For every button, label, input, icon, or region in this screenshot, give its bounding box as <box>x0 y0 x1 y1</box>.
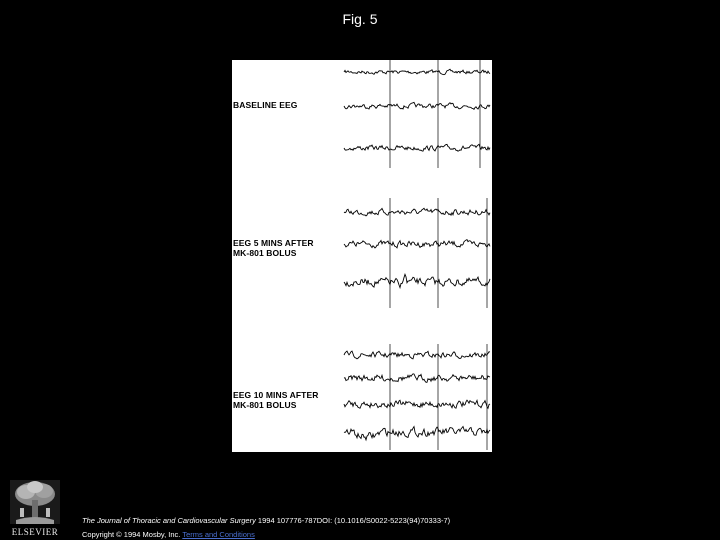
panel-label-line: MK-801 BOLUS <box>233 248 297 258</box>
eeg-trace <box>344 274 490 287</box>
copyright <box>82 530 255 539</box>
eeg-trace <box>344 427 490 440</box>
elsevier-tree-icon <box>6 478 64 526</box>
eeg-trace <box>344 400 490 408</box>
citation-details: 1994 107776-787DOI: (10.1016/S0022-5223(94)70333-7) <box>255 516 451 525</box>
eeg-trace <box>344 351 490 359</box>
panel-label-5min <box>233 238 314 258</box>
eeg-trace <box>344 144 490 151</box>
panel-label-line: EEG 5 MINS AFTER <box>233 238 314 248</box>
terms-link[interactable]: Terms and Conditions <box>182 530 255 539</box>
panel-label-10min <box>233 390 318 410</box>
eeg-trace <box>344 208 490 216</box>
eeg-trace <box>344 240 490 248</box>
elsevier-wordmark: ELSEVIER <box>11 527 59 537</box>
panel-label-line: MK-801 BOLUS <box>233 400 297 410</box>
eeg-figure <box>232 60 492 452</box>
eeg-trace <box>344 69 490 74</box>
elsevier-logo <box>6 478 64 536</box>
panel-label-line: EEG 10 MINS AFTER <box>233 390 319 400</box>
copyright-text: Copyright © 1994 Mosby, Inc. <box>82 530 183 539</box>
eeg-trace <box>344 102 490 109</box>
citation <box>82 516 450 525</box>
eeg-trace <box>344 374 490 383</box>
slide-title: Fig. 5 <box>342 11 378 27</box>
panel-label-baseline <box>233 100 298 110</box>
journal-name: The Journal of Thoracic and Cardiovascular Surgery <box>82 516 256 525</box>
panel-label-line: BASELINE EEG <box>233 100 298 110</box>
